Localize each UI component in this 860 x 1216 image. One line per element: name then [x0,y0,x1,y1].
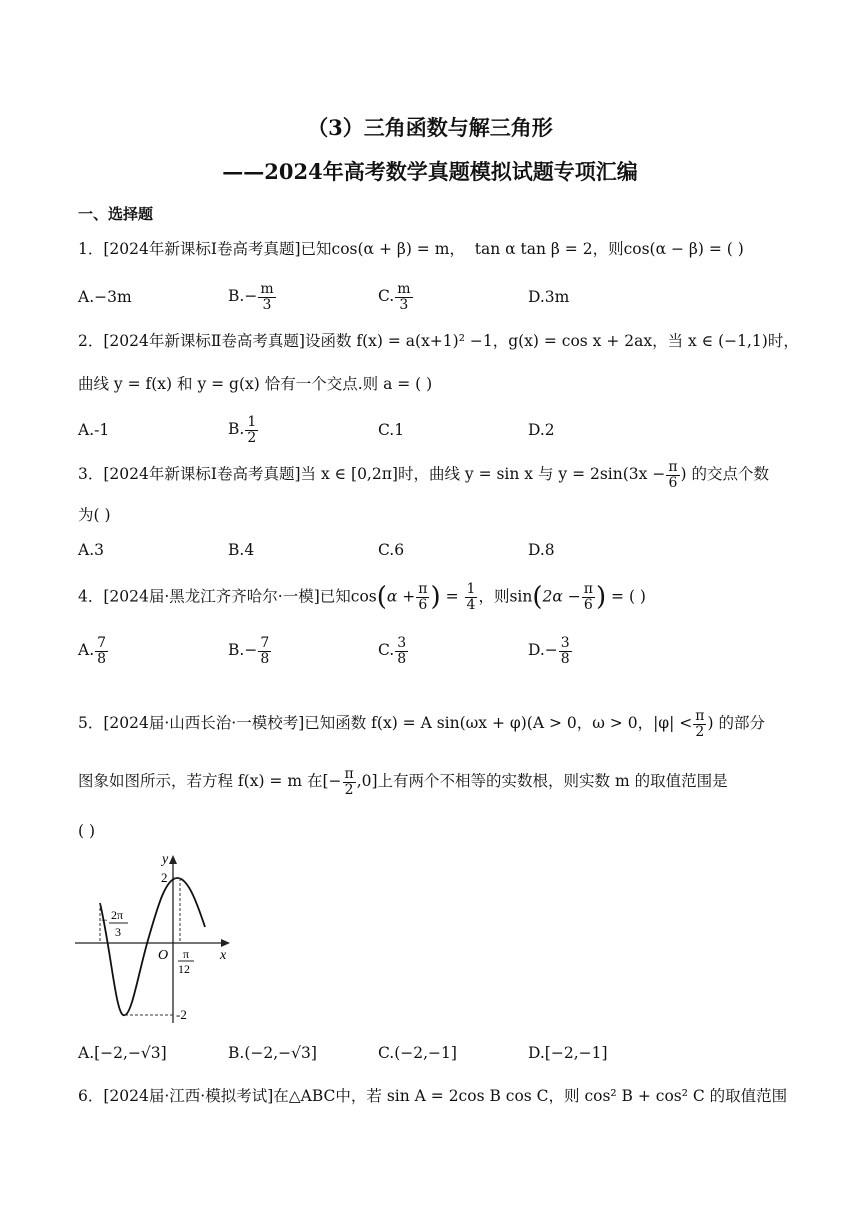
q1-c-fraction [395,282,412,312]
question-5-line-2 [78,767,790,797]
q5-f2-num: π [344,766,354,782]
q4-inner-2: 2α − [542,587,581,606]
question-1 [78,240,790,259]
right-tick-den: 12 [178,962,190,976]
q4-option-c[interactable] [378,636,409,666]
q5-fraction-2 [343,767,356,797]
q1-option-c[interactable] [378,282,414,312]
q4-b-fraction [258,636,271,666]
q4-f3-den: 6 [583,597,593,614]
q5-f1-num: π [695,708,705,724]
question-6-line-1: 6．[2024届·江西·模拟考试]在△ABC中，若 sin A = 2cos B cos C，则 cos² B + cos² C 的取值范围 [78,1087,788,1105]
q1-c-prefix: C. [378,287,395,306]
q4-a-prefix: A. [78,641,95,660]
q2-option-c[interactable]: C.1 [378,421,405,439]
q3-text-b: ) 的交点个数 [680,465,770,484]
q1-expr3: cos(α − β) = ( ) [623,240,744,258]
q1-head: 1．[2024年新课标Ⅰ卷高考真题]已知 [78,240,332,258]
q2-b-prefix: B. [228,420,245,439]
q4-tail: = ( ) [611,587,646,606]
q4-paren-open-2: ( [532,582,543,612]
question-5-line-3: ( ) [78,822,96,840]
q5-fraction-1 [693,709,706,739]
q5-option-d[interactable]: D.[−2,−1] [528,1044,608,1062]
q4-f3-num: π [583,581,593,598]
left-tick-den: 3 [115,925,121,939]
q1-b-prefix: B.− [228,287,258,306]
q4-a-fraction [95,636,108,666]
question-2-line-2: 曲线 y = f(x) 和 y = g(x) 恰有一个交点.则 a = ( ) [78,375,433,393]
q4-c-fraction [395,636,408,666]
x-axis-label: x [220,948,227,963]
q5-text-b: ) 的部分 [707,714,765,733]
q4-c-prefix: C. [378,641,395,660]
y-max-label: 2 [161,870,168,885]
q5-text-a: 5．[2024届·山西长治·一模校考]已知函数 f(x) = A sin(ωx + φ)(A > 0，ω > 0，|φ| < [78,714,693,733]
q1-expr1: cos(α + β) = m， [331,240,465,258]
q3-text-a: 3．[2024年新课标Ⅰ卷高考真题]当 x ∈ [0,2π]时，曲线 y = sin x 与 y = 2sin(3x − [78,465,666,484]
q4-option-b[interactable] [228,636,272,666]
q2-b-den: 2 [247,429,257,446]
y-min-label: -2 [176,1007,187,1022]
q1-option-b[interactable] [228,282,277,312]
right-tick-num: π [183,947,190,961]
section-heading: 一、选择题 [78,205,154,223]
q4-option-d[interactable] [528,636,573,666]
q4-fraction-3 [582,582,595,612]
q1-c-num: m [397,281,411,297]
q3-option-c[interactable]: C.6 [378,541,405,559]
left-tick-sign: − [101,913,108,927]
q5-text-c: 图象如图所示，若方程 f(x) = m 在[− [78,772,342,791]
q5-f1-den: 2 [695,723,705,740]
q4-paren-close-1: ) [430,582,441,612]
q4-f2-den: 4 [466,597,476,614]
q1-b-num: m [260,281,274,297]
q4-a-den: 8 [97,650,107,667]
q5-option-c[interactable]: C.(−2,−1] [378,1044,457,1062]
x-axis-arrow-icon [221,939,230,947]
left-tick-num: 2π [111,908,124,922]
q2-b-fraction [245,415,258,445]
q1-expr2: tan α tan β = 2，则 [474,240,624,258]
q4-mid: ，则sin [478,587,533,606]
y-axis-arrow-icon [169,855,177,864]
q3-frac-num: π [668,459,678,475]
q1-option-d[interactable]: D.3m [528,288,570,306]
q2-option-d[interactable]: D.2 [528,421,555,439]
q3-frac-den: 6 [668,474,678,491]
q4-option-a[interactable] [78,636,109,666]
q1-b-fraction [258,282,275,312]
question-3-line-2: 为( ) [78,506,111,524]
q5-option-b[interactable]: B.(−2,−√3] [228,1044,317,1062]
q4-paren-close-2: ) [595,582,607,612]
q3-option-b[interactable]: B.4 [228,541,255,559]
question-3-line-1 [78,460,790,490]
sine-graph [70,845,240,1025]
q1-c-den: 3 [399,296,409,313]
document-title: （3）三角函数与解三角形 [307,115,553,140]
q4-paren-open-1: ( [376,582,387,612]
document-subtitle: ——2024年高考数学真题模拟试题专项汇编 [222,159,638,184]
q5-option-a[interactable]: A.[−2,−√3] [78,1044,167,1062]
q2-b-num: 1 [247,414,257,430]
q4-d-den: 8 [560,650,570,667]
origin-label: O [158,948,169,963]
q3-option-a[interactable]: A.3 [78,541,104,559]
q3-option-d[interactable]: D.8 [528,541,555,559]
question-5-line-1 [78,709,790,739]
q2-option-b[interactable] [228,415,259,445]
q5-f2-den: 2 [344,781,354,798]
q4-d-prefix: D.− [528,641,558,660]
q4-d-fraction [559,636,572,666]
q4-f1-den: 6 [418,597,428,614]
q4-f2-num: 1 [466,581,476,598]
q4-f1-num: π [418,581,428,598]
y-axis-label: y [162,852,169,867]
q4-d-num: 3 [560,635,570,651]
q4-c-den: 8 [397,650,407,667]
q3-fraction [666,460,679,490]
q4-c-num: 3 [397,635,407,651]
q4-equals: = [445,587,459,606]
q4-b-num: 7 [260,635,270,651]
q4-head: 4．[2024届·黑龙江齐齐哈尔·一模]已知cos [78,587,377,606]
q4-b-den: 8 [260,650,270,667]
question-2-line-1: 2．[2024年新课标Ⅱ卷高考真题]设函数 f(x) = a(x+1)² −1，g(x) = cos x + 2ax，当 x ∈ (−1,1)时， [78,332,799,350]
q4-inner-1: α + [386,587,416,606]
q4-a-num: 7 [97,635,107,651]
q5-text-d: ,0]上有两个不相等的实数根，则实数 m 的取值范围是 [356,772,728,791]
sine-curve [100,878,205,1015]
q1-option-a[interactable]: A.−3m [78,288,132,306]
q4-fraction-1 [416,582,429,612]
q4-fraction-2 [465,582,478,612]
question-4 [78,582,790,613]
q4-b-prefix: B.− [228,641,258,660]
q1-b-den: 3 [262,296,272,313]
q2-option-a[interactable]: A.-1 [78,421,110,439]
